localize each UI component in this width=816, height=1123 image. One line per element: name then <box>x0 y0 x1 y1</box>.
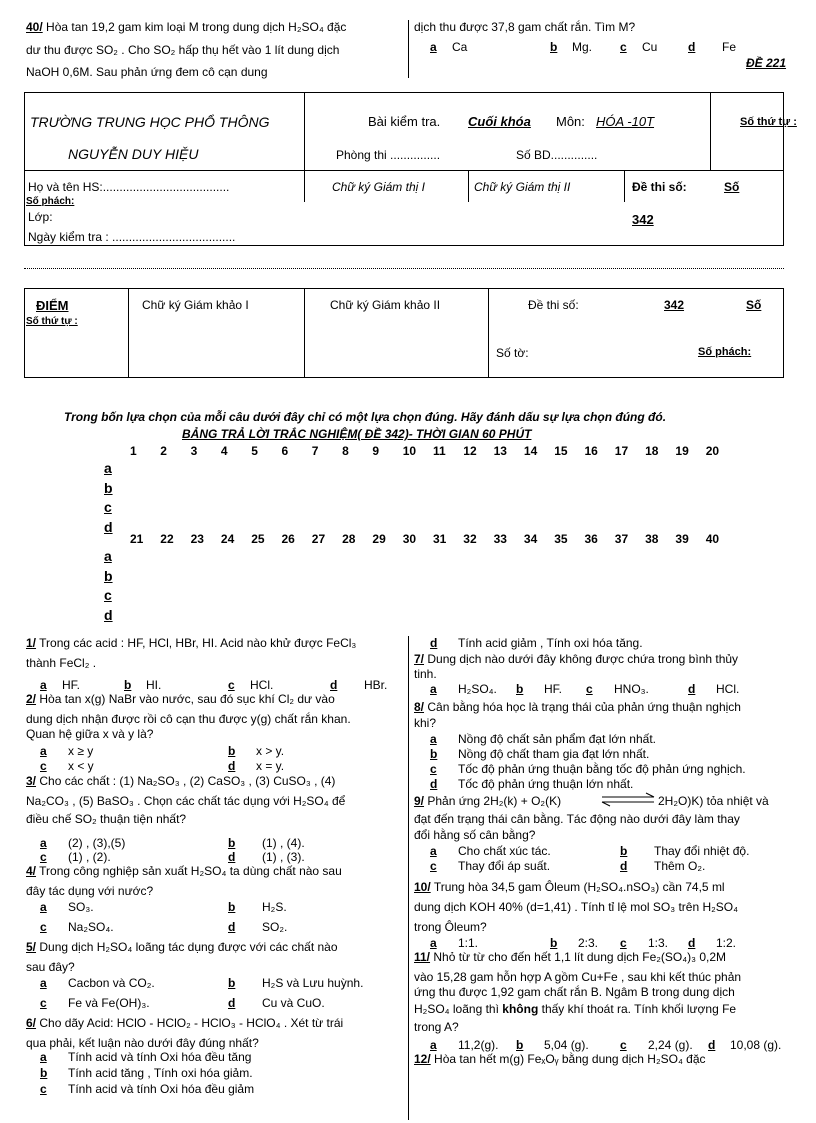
answer-number-31: 31 <box>433 532 447 546</box>
q7 <box>414 652 804 667</box>
opt-text: 5,04 (g). <box>544 1038 589 1052</box>
q40-line1 <box>26 20 406 35</box>
opt-letter: d <box>228 850 236 864</box>
answer-number-14: 14 <box>523 444 538 458</box>
q5-opt-b[interactable] <box>228 976 363 990</box>
q-text: Cho các chất : (1) Na₂SO₃ , (2) CaSO₃ , (3) CuSO₃ , (4) <box>39 774 336 788</box>
opt-letter: b <box>550 40 558 54</box>
q40-opt-c[interactable] <box>620 40 657 54</box>
q11-line2: vào 15,28 gam hỗn hợp A gồm Cu+Fe , sau khi kết thúc phản <box>414 970 742 984</box>
opt-letter: b <box>228 976 236 990</box>
q11-opt-b[interactable] <box>516 1038 589 1052</box>
q4-opt-a[interactable] <box>40 900 94 914</box>
opt-letter: b <box>124 678 132 692</box>
q9-opt-d[interactable] <box>620 859 705 873</box>
subject-label: Môn: <box>556 114 585 129</box>
q4 <box>26 864 406 879</box>
q-text: Dung dịch nào dưới đây không được chứa trong bình thủy <box>427 652 739 666</box>
opt-text: Na₂SO₄. <box>68 920 114 934</box>
opt-text: 2,24 (g). <box>648 1038 693 1052</box>
column-divider <box>408 636 409 1120</box>
answer-number-20: 20 <box>705 444 720 458</box>
q9-line1-end: 2H₂O)K) tỏa nhiệt và <box>658 794 769 808</box>
opt-letter: b <box>550 936 558 950</box>
q8-line2: khi? <box>414 716 437 730</box>
answer-number-33: 33 <box>493 532 507 546</box>
opt-text: SO₃. <box>68 900 94 914</box>
opt-letter: c <box>430 859 437 873</box>
so-phach-label: Số phách: <box>26 196 75 207</box>
opt-text: 1:1. <box>458 936 479 950</box>
q11-line5: trong A? <box>414 1020 459 1034</box>
header-vline3 <box>304 170 305 202</box>
q4-opt-b[interactable] <box>228 900 287 914</box>
answer-number-27: 27 <box>311 532 326 546</box>
q-text: Dung dịch H₂SO₄ loãng tác dụng được với các chất nào <box>39 940 338 954</box>
q6-line2: qua phải, kết luận nào dưới đây đúng nhất? <box>26 1036 259 1050</box>
score-so-thu-tu: Số thứ tự : <box>26 316 78 327</box>
q11-line4 <box>414 1002 736 1017</box>
opt-letter: c <box>40 920 47 934</box>
school-name-1: TRƯỜNG TRUNG HỌC PHỔ THÔNG <box>30 114 270 130</box>
opt-letter: b <box>620 844 628 858</box>
q7-opt-b[interactable] <box>516 682 562 696</box>
opt-letter: a <box>430 1038 437 1052</box>
q-number: 5/ <box>26 940 37 954</box>
opt-letter: c <box>40 996 47 1010</box>
q-number: 4/ <box>26 864 37 878</box>
opt-text: Thay đổi nhiệt độ. <box>654 844 750 858</box>
q40-right-text: dịch thu được 37,8 gam chất rắn. Tìm M? <box>414 20 636 34</box>
opt-letter: c <box>40 850 47 864</box>
opt-text: Mg. <box>572 40 593 54</box>
opt-text: Tốc độ phản ứng thuận bằng tốc độ phản ứng nghịch. <box>458 762 746 776</box>
q2-opt-c[interactable] <box>40 759 94 773</box>
q10-opt-c[interactable] <box>620 936 668 950</box>
answer-row-letter-c: c <box>104 499 112 515</box>
opt-text: Tốc độ phản ứng thuận lớn nhất. <box>458 777 634 791</box>
de-thi-number: 342 <box>632 212 654 227</box>
q2-opt-d[interactable] <box>228 759 284 773</box>
opt-letter: a <box>40 744 47 758</box>
opt-text: (1) , (3). <box>262 850 305 864</box>
opt-letter: c <box>228 678 235 692</box>
answer-row-letter-d: d <box>104 518 113 535</box>
answer-number-6: 6 <box>281 444 289 458</box>
answer-number-30: 30 <box>402 532 417 546</box>
q5 <box>26 940 406 955</box>
score-de-thi-so: Đề thi số: <box>528 298 579 312</box>
score-vline1 <box>128 288 129 377</box>
q12 <box>414 1052 804 1067</box>
opt-text: Tính acid giảm , Tính oxi hóa tăng. <box>458 636 643 650</box>
opt-text: HF. <box>62 678 80 692</box>
test-type: Cuối khóa <box>468 114 531 129</box>
q3-opt-c[interactable] <box>40 850 111 864</box>
opt-letter: a <box>40 1050 47 1064</box>
opt-letter: b <box>430 747 438 761</box>
opt-text: Cu <box>642 40 658 54</box>
q3-line2: Na₂CO₃ , (5) BaSO₃ . Chọn các chất tác dụng với H₂SO₄ để <box>26 794 346 808</box>
opt-letter: d <box>430 636 438 650</box>
opt-text: H₂S. <box>262 900 287 914</box>
answer-number-15: 15 <box>554 444 568 458</box>
opt-text: Tính acid và tính Oxi hóa đều tăng <box>68 1050 252 1064</box>
q3-opt-b[interactable] <box>228 836 305 850</box>
q11-opt-c[interactable] <box>620 1038 693 1052</box>
answer-number-22: 22 <box>160 532 174 546</box>
answer-number-29: 29 <box>372 532 386 546</box>
so-label: Số <box>724 180 740 194</box>
opt-letter: b <box>228 744 236 758</box>
opt-text: H₂SO₄. <box>458 682 497 696</box>
invigilator-1-sign: Chữ ký Giám thị I <box>332 180 425 194</box>
top-divider <box>408 20 409 78</box>
opt-letter: c <box>430 762 437 776</box>
q6-opt-a[interactable] <box>40 1050 251 1064</box>
answer-number-17: 17 <box>614 444 629 458</box>
header-vline5 <box>624 170 625 202</box>
q-number: 7/ <box>414 652 425 666</box>
q7-opt-a[interactable] <box>430 682 497 696</box>
q4-opt-d[interactable] <box>228 920 287 934</box>
header-vline1 <box>304 92 305 170</box>
answer-sheet-title: BẢNG TRẢ LỜI TRẮC NGHIỆM( ĐỀ 342)- THỜI GIAN 60 PHÚT <box>182 427 532 441</box>
answer-number-13: 13 <box>493 444 507 458</box>
score-de-number: 342 <box>664 298 685 312</box>
q-text: Trong các acid : HF, HCl, HBr, HI. Acid nào khử được FeCl₃ <box>39 636 357 650</box>
q10-opt-b[interactable] <box>550 936 598 950</box>
answer-number-32: 32 <box>463 532 477 546</box>
examiner-1-sign: Chữ ký Giám khảo I <box>142 298 249 312</box>
opt-letter: c <box>620 936 627 950</box>
answer-row-letter-b: b <box>104 479 113 496</box>
q-number: 1/ <box>26 636 37 650</box>
q7-opt-c[interactable] <box>586 682 649 696</box>
q6-opt-c[interactable] <box>40 1082 254 1096</box>
q40-opt-a[interactable] <box>430 40 467 54</box>
opt-letter: a <box>430 936 437 950</box>
q10 <box>414 880 804 895</box>
opt-text: SO₂. <box>262 920 288 934</box>
header-hline <box>24 170 784 171</box>
opt-text: HI. <box>146 678 162 692</box>
opt-letter: c <box>620 1038 627 1052</box>
q-number: 3/ <box>26 774 37 788</box>
opt-text: Nồng độ chất sản phẩm đạt lớn nhất. <box>458 732 656 746</box>
answer-number-21: 21 <box>130 532 144 546</box>
opt-text: Cacbon và CO₂. <box>68 976 155 990</box>
opt-text: Fe <box>722 40 737 54</box>
q11-text-b: thấy khí thoát ra. Tính khối lượng Fe <box>541 1002 737 1016</box>
q11-bold: không <box>502 1002 539 1016</box>
opt-text: 11,2(g). <box>458 1038 499 1052</box>
opt-text: Cu và CuO. <box>262 996 325 1010</box>
q-number: 9/ <box>414 794 425 808</box>
q8-opt-b[interactable] <box>430 747 649 761</box>
q5-line2: sau đây? <box>26 960 75 974</box>
de-code: ĐỀ 221 <box>746 56 787 70</box>
test-label: Bài kiểm tra. <box>368 114 441 129</box>
q-text: Cho dãy Acid: HClO - HClO₂ - HClO₃ - HClO₄ . Xét từ trái <box>39 1016 344 1030</box>
opt-text: Ca <box>452 40 468 54</box>
opt-letter: d <box>708 1038 716 1052</box>
q2-line2: dung dịch nhận được rồi cô cạn thu được y(g) chất rắn khan. <box>26 712 351 726</box>
opt-letter: d <box>620 859 628 873</box>
q5-opt-a[interactable] <box>40 976 155 990</box>
header-vline4 <box>468 170 469 202</box>
header-vline2 <box>710 92 711 170</box>
opt-letter: c <box>40 759 47 773</box>
answer-number-35: 35 <box>554 532 568 546</box>
answer-number-9: 9 <box>372 444 380 458</box>
so-thu-tu-label: Số thứ tự : <box>740 116 797 128</box>
q10-line2: dung dịch KOH 40% (d=1,41) . Tính tỉ lệ mol SO₃ trên H₂SO₄ <box>414 900 739 914</box>
answer-number-24: 24 <box>220 532 235 546</box>
opt-letter: d <box>330 678 338 692</box>
opt-letter: d <box>228 996 236 1010</box>
opt-letter: a <box>430 40 437 54</box>
q-text: Phản ứng 2H₂(k) + O₂(K) <box>427 794 562 808</box>
q7-opt-d[interactable] <box>688 682 739 696</box>
opt-text: Cho chất xúc tác. <box>458 844 551 858</box>
q8-opt-d[interactable] <box>430 777 633 791</box>
q9-line3: đổi hằng số cân bằng? <box>414 828 536 842</box>
answer-number-38: 38 <box>645 532 659 546</box>
q-text: Trong công nghiệp sản xuất H₂SO₄ ta dùng chất nào sau <box>39 864 342 878</box>
answer-number-39: 39 <box>675 532 689 546</box>
q7-line2: tinh. <box>414 667 437 681</box>
opt-text: HF. <box>544 682 562 696</box>
q40-line2: dư thu được SO₂ . Cho SO₂ hấp thụ hết vào 1 lít dung dịch <box>26 43 340 57</box>
opt-text: 10,08 (g). <box>730 1038 782 1052</box>
opt-text: Thêm O₂. <box>654 859 706 873</box>
q11-opt-a[interactable] <box>430 1038 498 1052</box>
answer-number-10: 10 <box>402 444 417 458</box>
answer-row-letter-a: a <box>104 460 112 476</box>
opt-letter: b <box>516 1038 524 1052</box>
answer-number-16: 16 <box>584 444 598 458</box>
q-text: Hòa tan x(g) NaBr vào nước, sau đó sục khí Cl₂ dư vào <box>39 692 335 706</box>
phong-thi: Phòng thi ............... <box>336 148 441 162</box>
q9-line2: đạt đến trạng thái cân bằng. Tác động nào dưới đây làm thay <box>414 812 740 826</box>
q2 <box>26 692 406 707</box>
q1-line2: thành FeCl₂ . <box>26 656 97 670</box>
q1-opt-d[interactable] <box>330 678 387 692</box>
q6-opt-b[interactable] <box>40 1066 253 1080</box>
answer-number-34: 34 <box>523 532 538 546</box>
subject-value: HÓA -10T <box>596 114 655 129</box>
answer-number-3: 3 <box>190 444 198 458</box>
opt-letter: a <box>430 682 437 696</box>
opt-text: 2:3. <box>578 936 599 950</box>
q2-line3: Quan hệ giữa x và y là? <box>26 727 154 741</box>
opt-letter: d <box>688 936 696 950</box>
answer-number-5: 5 <box>251 444 258 458</box>
q9-opt-b[interactable] <box>620 844 749 858</box>
answer-number-23: 23 <box>190 532 204 546</box>
answer-number-28: 28 <box>342 532 356 546</box>
opt-text: x = y. <box>256 759 285 773</box>
q3 <box>26 774 406 789</box>
answer-number-36: 36 <box>584 532 598 546</box>
cut-line <box>24 268 784 269</box>
q-text: Hòa tan hết m(g) FeₓOᵧ bằng dung dịch H₂SO₄ đặc <box>434 1052 706 1066</box>
opt-text: HCl. <box>250 678 274 692</box>
opt-letter: b <box>516 682 524 696</box>
q-text: Cân bằng hóa học là trạng thái của phản ứng thuận nghịch <box>427 700 741 714</box>
opt-letter: c <box>40 1082 47 1096</box>
answer-number-19: 19 <box>675 444 689 458</box>
answer-number-1: 1 <box>130 444 137 458</box>
answer-number-7: 7 <box>311 444 319 458</box>
q40-text1: Hòa tan 19,2 gam kim loại M trong dung dịch H₂SO₄ đặc <box>46 20 347 34</box>
q11-text-a: H₂SO₄ loãng thì <box>414 1002 499 1016</box>
opt-letter: a <box>40 900 47 914</box>
opt-letter: d <box>688 40 696 54</box>
instruction: Trong bốn lựa chọn của mỗi câu dưới đây chỉ có một lựa chọn đúng. Hãy đánh dấu sự lựa chọn đúng đó. <box>64 410 667 424</box>
opt-letter: a <box>40 836 47 850</box>
q10-opt-a[interactable] <box>430 936 478 950</box>
q3-opt-d[interactable] <box>228 850 305 864</box>
equilibrium-arrow-icon <box>600 792 656 806</box>
q40-opt-d[interactable] <box>688 40 736 54</box>
q9-opt-a[interactable] <box>430 844 551 858</box>
opt-text: (2) , (3),(5) <box>68 836 126 850</box>
test-date-field[interactable]: Ngày kiểm tra : ..................................... <box>28 230 236 244</box>
q10-opt-d[interactable] <box>688 936 736 950</box>
opt-text: HNO₃. <box>614 682 649 696</box>
score-so-phach: Số phách: <box>698 346 752 358</box>
de-thi-so-label: Đề thi số: <box>632 180 687 194</box>
opt-text: x > y. <box>256 744 285 758</box>
q1-opt-b[interactable] <box>124 678 161 692</box>
answer-number-18: 18 <box>645 444 659 458</box>
q2-opt-a[interactable] <box>40 744 93 758</box>
answer-number-26: 26 <box>281 532 295 546</box>
opt-text: Thay đổi áp suất. <box>458 859 551 873</box>
opt-letter: d <box>688 682 696 696</box>
so-to-label: Số tờ: <box>496 346 529 360</box>
q6-opt-d[interactable] <box>430 636 643 650</box>
answer-number-4: 4 <box>220 444 228 458</box>
class-field[interactable]: Lớp: <box>28 210 53 224</box>
opt-text: Tính acid tăng , Tính oxi hóa giảm. <box>68 1066 253 1080</box>
q4-opt-c[interactable] <box>40 920 114 934</box>
answer-number-8: 8 <box>342 444 349 458</box>
answer-number-40: 40 <box>705 532 720 546</box>
answer-row-letter-b: b <box>104 567 113 584</box>
q8-opt-c[interactable] <box>430 762 746 776</box>
opt-letter: a <box>40 678 47 692</box>
opt-letter: b <box>40 1066 48 1080</box>
answer-number-2: 2 <box>160 444 167 458</box>
opt-text: Fe và Fe(OH)₃. <box>68 996 150 1010</box>
q-number: 6/ <box>26 1016 37 1030</box>
q-text: Nhỏ từ từ cho đến hết 1,1 lít dung dịch Fe₂(SO₄)₃ 0,2M <box>433 950 727 964</box>
answer-number-25: 25 <box>251 532 265 546</box>
opt-text: Nồng độ chất tham gia đạt lớn nhất. <box>458 747 650 761</box>
opt-letter: a <box>40 976 47 990</box>
q-number: 10/ <box>414 880 431 894</box>
q-text: Trung hòa 34,5 gam Ôleum (H₂SO₄.nSO₃) cần 74,5 ml <box>433 880 725 894</box>
answer-row-letter-a: a <box>104 548 112 564</box>
opt-text: H₂S và Lưu huỳnh. <box>262 976 364 990</box>
q-number: 8/ <box>414 700 425 714</box>
q1-opt-a[interactable] <box>40 678 80 692</box>
opt-text: (1) , (2). <box>68 850 111 864</box>
score-label: ĐIỂM <box>36 298 69 313</box>
examiner-2-sign: Chữ ký Giám khảo II <box>330 298 441 312</box>
q11 <box>414 950 804 965</box>
q1-opt-c[interactable] <box>228 678 273 692</box>
q3-opt-a[interactable] <box>40 836 125 850</box>
q5-opt-c[interactable] <box>40 996 150 1010</box>
opt-letter: b <box>228 836 236 850</box>
answer-number-11: 11 <box>433 444 446 458</box>
opt-letter: d <box>430 777 438 791</box>
q8 <box>414 700 804 715</box>
opt-text: x ≥ y <box>68 744 94 758</box>
answer-row-letter-c: c <box>104 587 112 603</box>
q-number: 12/ <box>414 1052 431 1066</box>
opt-letter: c <box>620 40 627 54</box>
q40-opt-b[interactable] <box>550 40 592 54</box>
invigilator-2-sign: Chữ ký Giám thị II <box>474 180 571 194</box>
score-so-label: Số <box>746 298 762 312</box>
q2-opt-b[interactable] <box>228 744 284 758</box>
answer-number-12: 12 <box>463 444 477 458</box>
opt-text: Tính acid và tính Oxi hóa đều giảm <box>68 1082 255 1096</box>
answer-number-37: 37 <box>614 532 629 546</box>
q1 <box>26 636 406 651</box>
q10-line3: trong Ôleum? <box>414 920 487 934</box>
opt-letter: a <box>430 844 437 858</box>
q40-number: 40/ <box>26 20 43 34</box>
opt-letter: d <box>228 920 236 934</box>
opt-text: HBr. <box>364 678 388 692</box>
q-number: 2/ <box>26 692 37 706</box>
opt-letter: b <box>228 900 236 914</box>
opt-letter: d <box>228 759 236 773</box>
so-bd: Số BD.............. <box>516 148 598 162</box>
opt-text: x < y <box>68 759 94 773</box>
score-vline3 <box>488 288 489 377</box>
q5-opt-d[interactable] <box>228 996 325 1010</box>
opt-letter: a <box>430 732 437 746</box>
q6 <box>26 1016 406 1031</box>
opt-text: 1:3. <box>648 936 669 950</box>
q-number: 11/ <box>414 950 431 964</box>
q8-opt-a[interactable] <box>430 732 656 746</box>
q11-line3: ứng thu được 1,92 gam chất rắn B. Ngâm B trong dung dịch <box>414 985 735 999</box>
opt-letter: c <box>586 682 593 696</box>
q11-opt-d[interactable] <box>708 1038 781 1052</box>
opt-text: HCl. <box>716 682 740 696</box>
score-vline2 <box>304 288 305 377</box>
q4-line2: đây tác dụng với nước? <box>26 884 154 898</box>
q3-line3: điều chế SO₂ thuận tiện nhất? <box>26 812 187 826</box>
opt-text: 1:2. <box>716 936 737 950</box>
q9-opt-c[interactable] <box>430 859 550 873</box>
q40-line3: NaOH 0,6M. Sau phản ứng đem cô cạn dung <box>26 65 268 79</box>
school-name-2: NGUYỄN DUY HIỆU <box>68 146 199 162</box>
answer-row-letter-d: d <box>104 606 113 623</box>
opt-text: (1) , (4). <box>262 836 305 850</box>
student-name-field[interactable]: Họ và tên HS:...................................... <box>28 180 230 194</box>
